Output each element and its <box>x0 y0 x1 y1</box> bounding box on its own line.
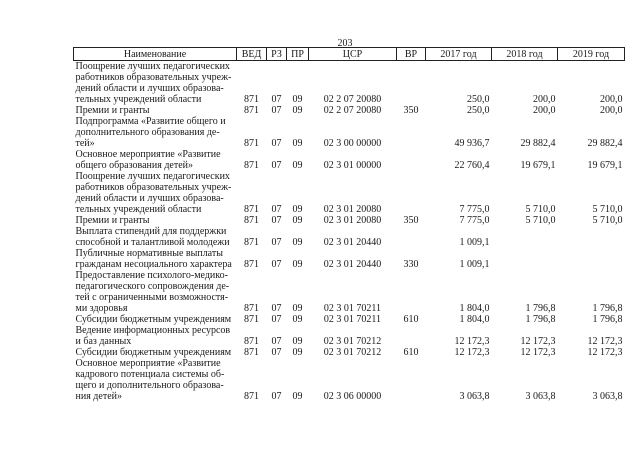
cell-vr <box>397 270 426 314</box>
cell-csr: 02 3 01 70212 <box>323 336 382 347</box>
cell-csr: 02 3 01 20440 <box>323 259 382 270</box>
cell-name: Предоставление психолого-медико-педагогического сопровождения де-тей с ограниченными возможностя-ми здоровья <box>75 270 230 314</box>
cell-vr <box>397 171 426 215</box>
column-header-csr: ЦСР <box>309 48 397 61</box>
cell-name: Субсидии бюджетным учреждениям <box>75 314 232 325</box>
table-row <box>74 215 625 226</box>
cell-name: Премии и гранты <box>75 105 150 116</box>
cell-2019: 3 063,8 <box>592 391 623 402</box>
cell-2018: 19 679,1 <box>520 160 556 171</box>
cell-pr: 09 <box>292 215 303 226</box>
cell-2019: 5 710,0 <box>592 204 623 215</box>
cell-2017: 49 936,7 <box>454 138 490 149</box>
table-body <box>74 61 625 403</box>
cell-2017: 250,0 <box>467 105 490 116</box>
cell-2019: 29 882,4 <box>587 138 623 149</box>
cell-ved: 871 <box>244 336 259 347</box>
cell-ved: 871 <box>244 237 259 248</box>
cell-vr <box>397 149 426 171</box>
cell-2017: 1 009,1 <box>459 237 490 248</box>
cell-pr: 09 <box>292 303 303 314</box>
cell-rz: 07 <box>271 259 282 270</box>
cell-csr: 02 3 01 70211 <box>323 303 382 314</box>
table-row <box>74 226 625 248</box>
cell-2019: 1 796,8 <box>592 314 623 325</box>
column-header-rz: РЗ <box>267 48 287 61</box>
cell-vr <box>397 226 426 248</box>
cell-pr: 09 <box>292 105 303 116</box>
cell-csr: 02 3 00 00000 <box>323 138 382 149</box>
column-header-2017: 2017 год <box>426 48 492 61</box>
cell-name: Подпрограмма «Развитие общего и дополнительного образования де-тей» <box>75 116 226 149</box>
cell-name: Поощрение лучших педагогических работников образовательных учреж-дений области и лучших образова-тельных учреждений области <box>75 171 232 215</box>
cell-pr: 09 <box>292 336 303 347</box>
cell-pr: 09 <box>292 237 303 248</box>
table-row <box>74 248 625 270</box>
table-row <box>74 358 625 402</box>
cell-2019: 200,0 <box>600 105 623 116</box>
cell-name: Субсидии бюджетным учреждениям <box>75 347 232 358</box>
budget-table <box>73 47 625 402</box>
cell-2019: 1 796,8 <box>592 303 623 314</box>
cell-rz: 07 <box>271 105 282 116</box>
cell-vr: 610 <box>403 314 419 325</box>
cell-2018: 200,0 <box>533 94 556 105</box>
cell-2019: 12 172,3 <box>587 336 623 347</box>
cell-2017: 1 009,1 <box>459 259 490 270</box>
cell-vr <box>397 358 426 402</box>
column-header-2018: 2018 год <box>492 48 558 61</box>
cell-csr: 02 3 01 20080 <box>323 215 382 226</box>
cell-name: Основное мероприятие «Развитие кадрового потенциала системы об-щего и дополнительного образова-ния детей» <box>75 358 225 402</box>
page-number: 203 <box>337 38 353 49</box>
cell-ved: 871 <box>244 391 259 402</box>
column-header-ved: ВЕД <box>237 48 267 61</box>
cell-2017: 3 063,8 <box>459 391 490 402</box>
cell-ved: 871 <box>244 303 259 314</box>
cell-vr: 610 <box>403 347 419 358</box>
cell-ved: 871 <box>244 314 259 325</box>
cell-rz: 07 <box>271 347 282 358</box>
cell-2019: 19 679,1 <box>587 160 623 171</box>
cell-pr: 09 <box>292 347 303 358</box>
cell-2017: 22 760,4 <box>454 160 490 171</box>
table-header-row <box>74 48 625 61</box>
cell-csr: 02 2 07 20080 <box>323 105 382 116</box>
cell-2017: 7 775,0 <box>459 215 490 226</box>
cell-2019: 12 172,3 <box>587 347 623 358</box>
cell-2017: 1 804,0 <box>459 314 490 325</box>
cell-pr: 09 <box>292 314 303 325</box>
cell-vr <box>397 61 426 106</box>
cell-ved: 871 <box>244 138 259 149</box>
cell-rz: 07 <box>271 160 282 171</box>
cell-2017: 7 775,0 <box>459 204 490 215</box>
cell-2018: 12 172,3 <box>520 336 556 347</box>
cell-csr: 02 3 01 20080 <box>323 204 382 215</box>
cell-2018: 1 796,8 <box>525 303 556 314</box>
cell-csr: 02 3 01 70211 <box>323 314 382 325</box>
cell-vr: 350 <box>403 215 419 226</box>
column-header-pr: ПР <box>287 48 309 61</box>
table-row <box>74 314 625 325</box>
cell-rz: 07 <box>271 237 282 248</box>
cell-rz: 07 <box>271 391 282 402</box>
cell-2017: 250,0 <box>467 94 490 105</box>
table-row <box>74 61 625 106</box>
cell-name: Поощрение лучших педагогических работников образовательных учреж-дений области и лучших образова-тельных учреждений области <box>75 61 232 105</box>
table-row <box>74 105 625 116</box>
table-row <box>74 171 625 215</box>
cell-rz: 07 <box>271 303 282 314</box>
cell-rz: 07 <box>271 215 282 226</box>
cell-ved: 871 <box>244 94 259 105</box>
cell-2018 <box>492 248 558 270</box>
cell-csr: 02 3 06 00000 <box>323 391 382 402</box>
cell-2019 <box>558 248 625 270</box>
cell-ved: 871 <box>244 347 259 358</box>
cell-rz: 07 <box>271 94 282 105</box>
cell-2018: 1 796,8 <box>525 314 556 325</box>
cell-2019: 5 710,0 <box>592 215 623 226</box>
cell-pr: 09 <box>292 138 303 149</box>
cell-vr: 350 <box>403 105 419 116</box>
cell-2019: 200,0 <box>600 94 623 105</box>
cell-2018 <box>492 226 558 248</box>
cell-2019 <box>558 226 625 248</box>
table-row <box>74 347 625 358</box>
cell-pr: 09 <box>292 204 303 215</box>
cell-name: Премии и гранты <box>75 215 150 226</box>
cell-2018: 200,0 <box>533 105 556 116</box>
table-row <box>74 270 625 314</box>
cell-ved: 871 <box>244 105 259 116</box>
cell-2018: 3 063,8 <box>525 391 556 402</box>
column-header-vr: ВР <box>397 48 426 61</box>
cell-2017: 12 172,3 <box>454 336 490 347</box>
cell-2018: 29 882,4 <box>520 138 556 149</box>
cell-2017: 1 804,0 <box>459 303 490 314</box>
cell-csr: 02 3 01 00000 <box>323 160 382 171</box>
cell-rz: 07 <box>271 314 282 325</box>
cell-2018: 12 172,3 <box>520 347 556 358</box>
cell-name: Публичные нормативные выплаты гражданам несоциального характера <box>75 248 232 270</box>
table-row <box>74 325 625 347</box>
cell-pr: 09 <box>292 259 303 270</box>
cell-pr: 09 <box>292 160 303 171</box>
cell-csr: 02 3 01 20440 <box>323 237 382 248</box>
cell-vr <box>397 325 426 347</box>
cell-csr: 02 2 07 20080 <box>323 94 382 105</box>
cell-2018: 5 710,0 <box>525 204 556 215</box>
cell-rz: 07 <box>271 336 282 347</box>
column-header-2019: 2019 год <box>558 48 625 61</box>
cell-ved: 871 <box>244 215 259 226</box>
table-row <box>74 116 625 149</box>
cell-rz: 07 <box>271 204 282 215</box>
cell-name: Основное мероприятие «Развитие общего образования детей» <box>75 149 221 171</box>
cell-rz: 07 <box>271 138 282 149</box>
cell-csr: 02 3 01 70212 <box>323 347 382 358</box>
cell-2017: 12 172,3 <box>454 347 490 358</box>
cell-pr: 09 <box>292 391 303 402</box>
cell-name: Выплата стипендий для поддержки способной и талантливой молодежи <box>75 226 230 248</box>
cell-pr: 09 <box>292 94 303 105</box>
cell-vr <box>397 116 426 149</box>
cell-vr: 330 <box>403 259 419 270</box>
cell-ved: 871 <box>244 204 259 215</box>
cell-name: Ведение информационных ресурсов и баз данных <box>75 325 231 347</box>
cell-ved: 871 <box>244 160 259 171</box>
column-header-name: Наименование <box>74 48 237 61</box>
cell-2018: 5 710,0 <box>525 215 556 226</box>
table-row <box>74 149 625 171</box>
cell-ved: 871 <box>244 259 259 270</box>
